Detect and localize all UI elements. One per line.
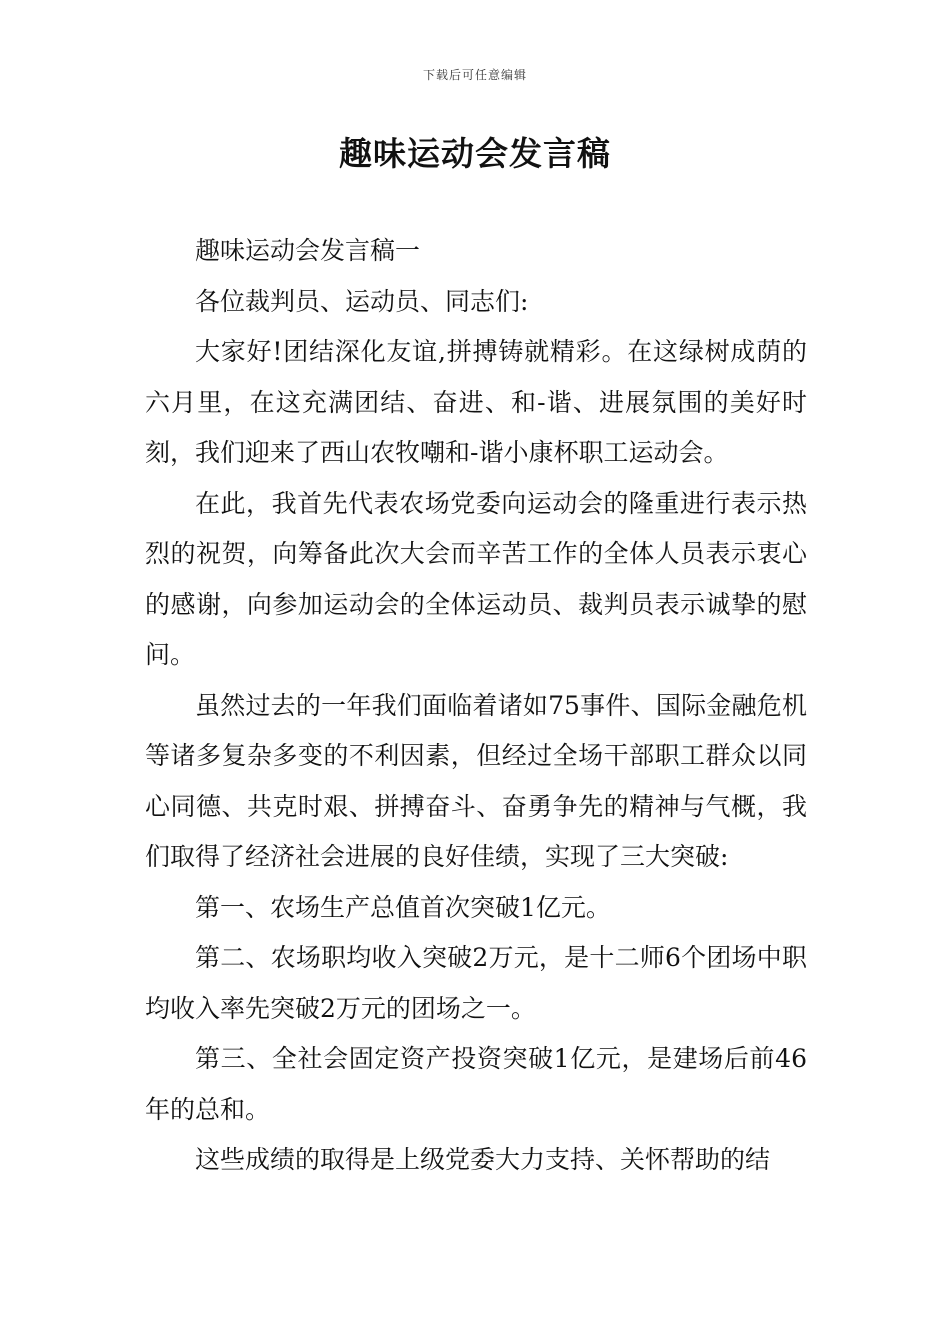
paragraph-subtitle: 趣味运动会发言稿一 — [195, 236, 421, 265]
header-note: 下载后可任意编辑 — [422, 68, 527, 82]
paragraph-salutation: 各位裁判员、运动员、同志们: — [195, 286, 529, 316]
paragraph: 这些成绩的取得是上级党委大力支持、关怀帮助的结 — [195, 1145, 771, 1174]
document-body — [145, 226, 807, 1186]
paragraph: 第一、农场生产总值首次突破1亿元。 — [195, 892, 611, 922]
paragraph: 第二、农场职均收入突破2万元，是十二师6个团场中职均收入率先突破2万元的团场之一。 — [145, 943, 807, 1023]
document-title: 趣味运动会发言稿 — [339, 134, 611, 173]
paragraph: 大家好!团结深化友谊,拼搏铸就精彩。在这绿树成荫的六月里，在这充满团结、奋进、和-谐、进展氛围的美好时刻，我们迎来了西山农牧嘲和-谐小康杯职工运动会。 — [145, 337, 807, 467]
paragraph: 虽然过去的一年我们面临着诸如75事件、国际金融危机等诸多复杂多变的不利因素，但经过全场干部职工群众以同心同德、共克时艰、拼搏奋斗、奋勇争先的精神与气概，我们取得了经济社会进展的良好佳绩，实现了三大突破: — [145, 690, 807, 871]
paragraph: 第三、全社会固定资产投资突破1亿元，是建场后前46年的总和。 — [145, 1044, 807, 1124]
paragraph: 在此，我首先代表农场党委向运动会的隆重进行表示热烈的祝贺，向筹备此次大会而辛苦工作的全体人员表示衷心的感谢，向参加运动会的全体运动员、裁判员表示诚挚的慰问。 — [145, 488, 807, 669]
